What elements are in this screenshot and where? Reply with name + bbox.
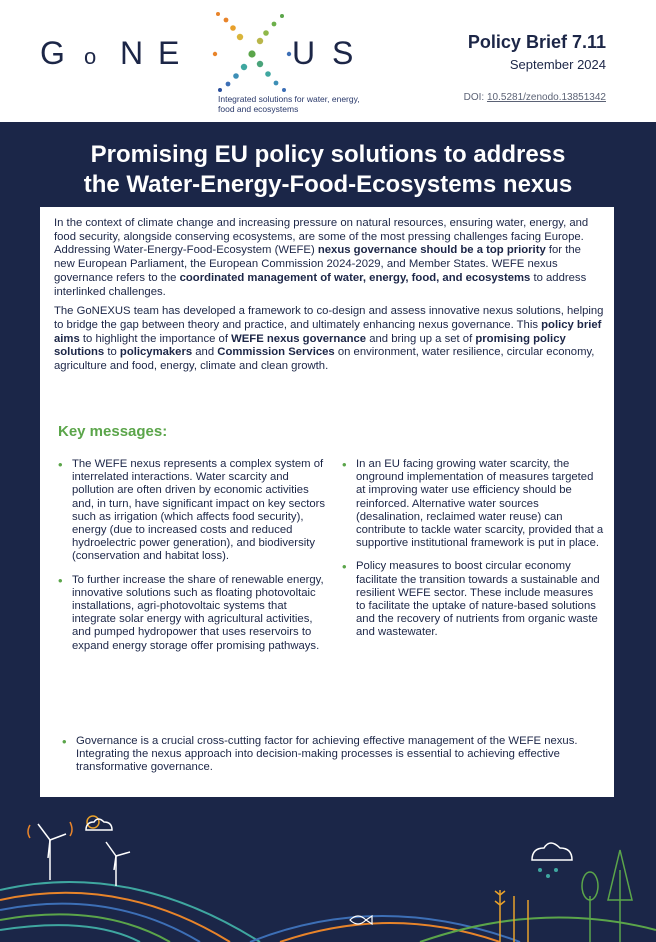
key-messages-heading: Key messages: [58,423,168,440]
rain-cloud-icon [532,843,572,860]
svg-text:o: o [84,44,97,69]
doi-line [464,92,606,103]
title-line-1: Promising EU policy solutions to address [90,141,566,168]
intro-paragraph-1: In the context of climate change and increasing pressure on natural resources, ensuring water, energy, and food security, alongside conserving ecosystems, are some of the most pressing challenges facing Europe. Addressing Water-Energy-Food-Ecosystem (WEFE) nexus governance should be a top priority for the new European Parliament, the European Commission 2024-2029, and Member States. WEFE nexus governance refers to the coordinated management of water, energy, food, and ecosystems to address interlinked challenges. [54,217,589,298]
header [0,0,656,122]
brief-number: Policy Brief 7.11 [467,32,606,52]
key-message-item: • To further increase the share of renewable energy, innovative solutions such as floating photovoltaic installations, agri-photovoltaic systems that integrate solar energy with agricultural activities, and pumped hydropower that uses reservoirs to expand energy storage offer promising pathways. [58,574,328,653]
doi-link[interactable]: 10.5281/zenodo.13851342 [486,92,606,103]
title-line-2: the Water-Energy-Food-Ecosystems nexus [83,171,573,198]
key-message-item: • The WEFE nexus represents a complex system of interrelated interactions. Water scarcity and pollution are often driven by economic activities and, in turn, have significant impact on key sectors such as irrigation (which affects food security), energy (due to increased costs and reduced hydroelectric power generation), and biodiversity (conservation and habitat loss). [58,458,328,564]
svg-text:E: E [158,35,180,71]
tree-icon [582,850,632,942]
wheat-icon [495,890,528,942]
content-card [40,207,614,797]
key-message-governance: • Governance is a crucial cross-cutting factor for achieving effective management of the WEFE nexus. Integrating the nexus approach into decision-making processes is essential to achieving effective transformative governance. [62,735,616,775]
logo-tagline: Integrated solutions for water, energy, food and ecosystems [218,94,360,114]
key-message-item: • Policy measures to boost circular economy facilitate the transition towards a sustainable and resilient WEFE sector. These include measures to facilitate the uptake of nature-based solutions and the recovery of nutrients from organic waste and wastewater. [342,560,604,639]
key-messages-left-column [58,458,328,663]
svg-text:N: N [120,35,144,71]
hill-lines [0,882,656,942]
key-message-item: • In an EU facing growing water scarcity, the onground implementation of measures targeted at improving water use efficiency should be reinforced. Alternative water sources (desalination, reclaimed water reuse) can contribute to tackle water scarcity, provided that a supportive institutional framework is put in place. [342,458,604,550]
footer-illustration [0,800,656,942]
logo-dot-x-icon [213,12,291,92]
brief-date: September 2024 [509,57,606,72]
intro-text [54,217,604,380]
wind-turbine-icon [38,824,130,886]
page-title [20,140,636,200]
doi-label: DOI: [463,92,485,103]
svg-text:S: S [332,35,354,71]
intro-paragraph-2: The GoNEXUS team has developed a framework to co-design and assess innovative nexus solutions, helping to bridge the gap between theory and practice, and ultimately enhancing nexus governance. This policy brief aims to highlight the importance of WEFE nexus governance and bring up a set of promising policy solutions to policymakers and Commission Services on environment, water resilience, circular economy, agriculture and food, energy, climate and clean growth. [54,305,604,373]
logo-letters-go: G [40,35,77,71]
key-messages-right-column [342,458,604,650]
svg-text:U: U [292,35,316,71]
